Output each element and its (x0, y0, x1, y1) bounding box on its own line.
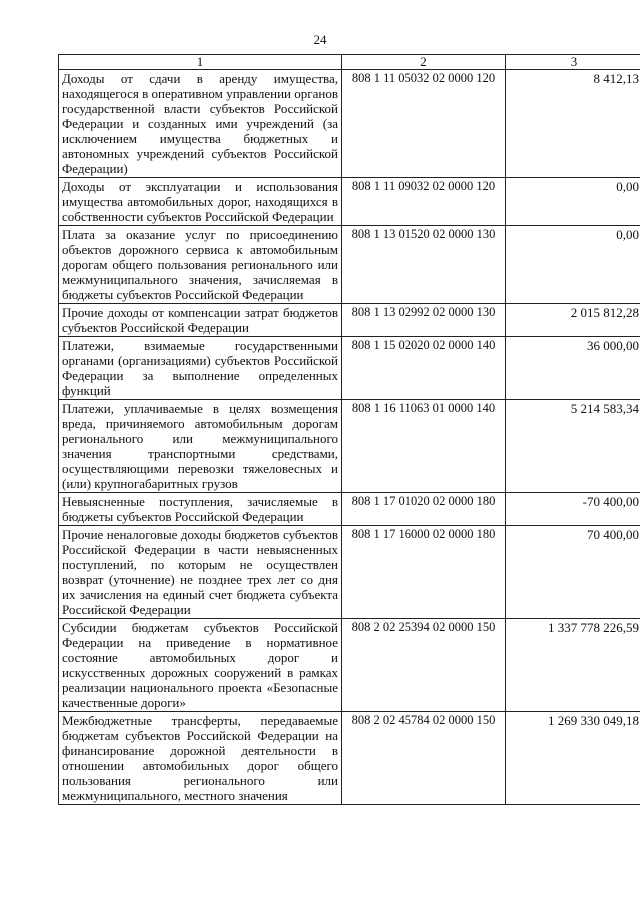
revenue-name: Прочие доходы от компенсации затрат бюджетов субъектов Российской Федерации (59, 304, 342, 337)
table-row (59, 400, 640, 493)
budget-code: 808 1 16 11063 01 0000 140 (342, 400, 506, 493)
revenue-name: Плата за оказание услуг по присоединению объектов дорожного сервиса к автомобильным дорогам общего пользования регионального или межмуниципального значения, зачисляемая в бюджеты субъектов Российской Федерации (59, 226, 342, 304)
column-header-3: 3 (506, 55, 640, 70)
amount: 0,00 (506, 178, 640, 226)
budget-code: 808 1 13 01520 02 0000 130 (342, 226, 506, 304)
table-row (59, 304, 640, 337)
budget-code: 808 2 02 45784 02 0000 150 (342, 712, 506, 805)
amount: 70 400,00 (506, 526, 640, 619)
amount: 1 337 778 226,59 (506, 619, 640, 712)
budget-code: 808 1 13 02992 02 0000 130 (342, 304, 506, 337)
budget-code: 808 1 11 09032 02 0000 120 (342, 178, 506, 226)
header-row (59, 55, 640, 70)
amount: 0,00 (506, 226, 640, 304)
table-row (59, 70, 640, 178)
amount: 2 015 812,28 (506, 304, 640, 337)
amount: 8 412,13 (506, 70, 640, 178)
budget-revenue-table (58, 54, 640, 805)
revenue-name: Доходы от эксплуатации и использования имущества автомобильных дорог, находящихся в собственности субъектов Российской Федерации (59, 178, 342, 226)
revenue-name: Прочие неналоговые доходы бюджетов субъектов Российской Федерации в части невыясненных поступлений, по которым не осуществлен возврат (уточнение) не позднее трех лет со дня их зачисления на единый счет бюджета субъекта Российской Федерации (59, 526, 342, 619)
amount: -70 400,00 (506, 493, 640, 526)
budget-code: 808 1 17 16000 02 0000 180 (342, 526, 506, 619)
column-header-1: 1 (59, 55, 342, 70)
table-row (59, 619, 640, 712)
revenue-name: Доходы от сдачи в аренду имущества, находящегося в оперативном управлении органов государственной власти субъектов Российской Федерации и созданных ими учреждений (за исключением имущества бюджетных и автономных учреждений субъектов Российской Федерации) (59, 70, 342, 178)
table-row (59, 526, 640, 619)
revenue-name: Межбюджетные трансферты, передаваемые бюджетам субъектов Российской Федерации на финансирование дорожной деятельности в отношении автомобильных дорог общего пользования регионального или межмуниципального, местного значения (59, 712, 342, 805)
budget-code: 808 1 15 02020 02 0000 140 (342, 337, 506, 400)
revenue-name: Платежи, уплачиваемые в целях возмещения вреда, причиняемого автомобильным дорогам регионального или межмуниципального значения транспортными средствами, осуществляющими перевозки тяжеловесных и (или) крупногабаритных грузов (59, 400, 342, 493)
amount: 36 000,00 (506, 337, 640, 400)
table-row (59, 226, 640, 304)
budget-code: 808 2 02 25394 02 0000 150 (342, 619, 506, 712)
amount: 5 214 583,34 (506, 400, 640, 493)
revenue-name: Платежи, взимаемые государственными органами (организациями) субъектов Российской Федерации за выполнение определенных функций (59, 337, 342, 400)
table-row (59, 493, 640, 526)
table-row (59, 178, 640, 226)
budget-code: 808 1 11 05032 02 0000 120 (342, 70, 506, 178)
table-row (59, 337, 640, 400)
table-row (59, 712, 640, 805)
budget-code: 808 1 17 01020 02 0000 180 (342, 493, 506, 526)
page-number: 24 (313, 32, 327, 47)
column-header-2: 2 (342, 55, 506, 70)
revenue-name: Субсидии бюджетам субъектов Российской Федерации на приведение в нормативное состояние автомобильных дорог и искусственных дорожных сооружений в рамках реализации национального проекта «Безопасные качественные дороги» (59, 619, 342, 712)
amount: 1 269 330 049,18 (506, 712, 640, 805)
revenue-name: Невыясненные поступления, зачисляемые в бюджеты субъектов Российской Федерации (59, 493, 342, 526)
